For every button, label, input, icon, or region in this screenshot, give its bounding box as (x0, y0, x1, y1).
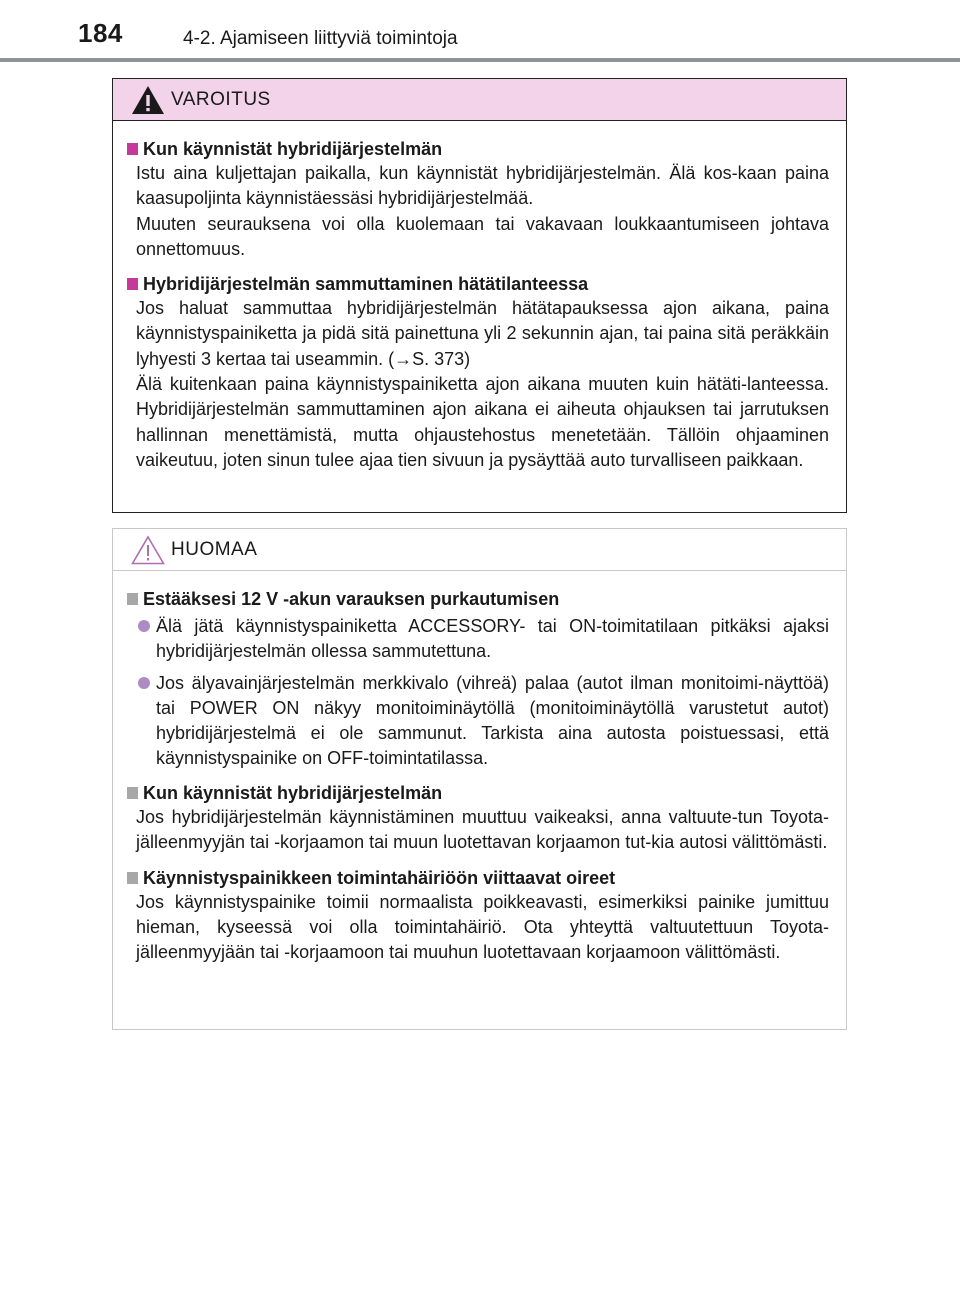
notice-section-battery (123, 587, 829, 771)
warning-box-header (113, 79, 846, 121)
paragraph: Jos käynnistyspainike toimii normaalista poikkeavasti, esimerkiksi painike jumittuu hieman, kyseessä voi olla toimintahäiriö. Ota yhteyttä valtuutettuun Toyota-jälleenmyyjään tai -korjaamoon tai muuhun luotettavaan korjaamoon välittömästi. (136, 891, 829, 963)
notice-box (112, 528, 847, 1030)
notice-triangle-icon (131, 535, 165, 565)
notice-section-start (123, 781, 829, 856)
paragraph: Jos hybridijärjestelmän käynnistäminen muuttuu vaikeaksi, anna valtuute-tun Toyota-jälleenmyyjän tai -korjaamon tai muun luotettavan korjaamon tut-kia autosi välittömästi. (136, 807, 829, 853)
section-title: Kun käynnistät hybridijärjestelmän (123, 137, 829, 161)
warning-box (112, 78, 847, 513)
page-header (0, 0, 960, 64)
warning-label: VAROITUS (171, 89, 271, 110)
paragraph: Muuten seurauksena voi olla kuolemaan tai vakavaan loukkaantumiseen johtava onnettomuus. (136, 213, 829, 259)
square-bullet-icon (127, 593, 138, 605)
paragraph: Jos haluat sammuttaa hybridijärjestelmän hätätapauksessa ajon aikana, paina käynnistyspainiketta ja pidä sitä painettuna yli 2 sekunnin ajan, tai paina sitä peräkkäin lyhyesti 3 kertaa tai useammin. (→S. 373) (136, 298, 829, 369)
notice-section-malfunction (123, 866, 829, 966)
section-title: Estääksesi 12 V -akun varauksen purkautumisen (123, 587, 829, 611)
notice-box-body (113, 571, 846, 965)
chapter-title: 4-2. Ajamiseen liittyviä toimintoja (183, 28, 458, 49)
square-bullet-icon (127, 872, 138, 884)
square-bullet-icon (127, 143, 138, 155)
notice-label: HUOMAA (171, 539, 258, 560)
list-item: Älä jätä käynnistyspainiketta ACCESSORY- tai ON-toimitatilaan pitkäksi ajaksi hybridijärjestelmän ollessa sammutettuna. (123, 614, 829, 664)
circle-bullet-icon (138, 620, 150, 632)
notice-box-header (113, 529, 846, 571)
square-bullet-icon (127, 278, 138, 290)
square-bullet-icon (127, 787, 138, 799)
header-divider (0, 58, 960, 62)
section-title: Hybridijärjestelmän sammuttaminen hätätilanteessa (123, 272, 829, 296)
warning-box-body (113, 121, 846, 473)
warning-section-emergency (123, 272, 829, 473)
warning-triangle-icon (131, 85, 165, 115)
page-number: 184 (78, 18, 123, 48)
section-title: Kun käynnistät hybridijärjestelmän (123, 781, 829, 805)
warning-section-start (123, 137, 829, 262)
section-title: Käynnistyspainikkeen toimintahäiriöön viittaavat oireet (123, 866, 829, 890)
paragraph: Älä kuitenkaan paina käynnistyspainiketta ajon aikana muuten kuin hätäti-lanteessa. Hybridijärjestelmän sammuttaminen ajon aikana ei aiheuta ohjauksen tai jarrutuksen hallinnan menettämistä, mutta ohjaustehostus menetetään. Tällöin ohjaaminen vaikeutuu, joten sinun tulee ajaa tien sivuun ja pysäyttää auto turvalliseen paikkaan. (136, 374, 829, 470)
circle-bullet-icon (138, 677, 150, 689)
paragraph: Istu aina kuljettajan paikalla, kun käynnistät hybridijärjestelmän. Älä kos-kaan paina kaasupoljinta käynnistäessäsi hybridijärjestelmää. (136, 163, 829, 209)
list-item: Jos älyavainjärjestelmän merkkivalo (vihreä) palaa (autot ilman monitoimi-näyttöä) tai POWER ON näkyy monitoiminäytöllä (monitoiminäytöllä varustetut autot) hybridijärjestelmä ei ole sammunut. Tarkista aina autosta poistuessasi, että käynnistyspainike on OFF-toimintatilassa. (123, 671, 829, 771)
